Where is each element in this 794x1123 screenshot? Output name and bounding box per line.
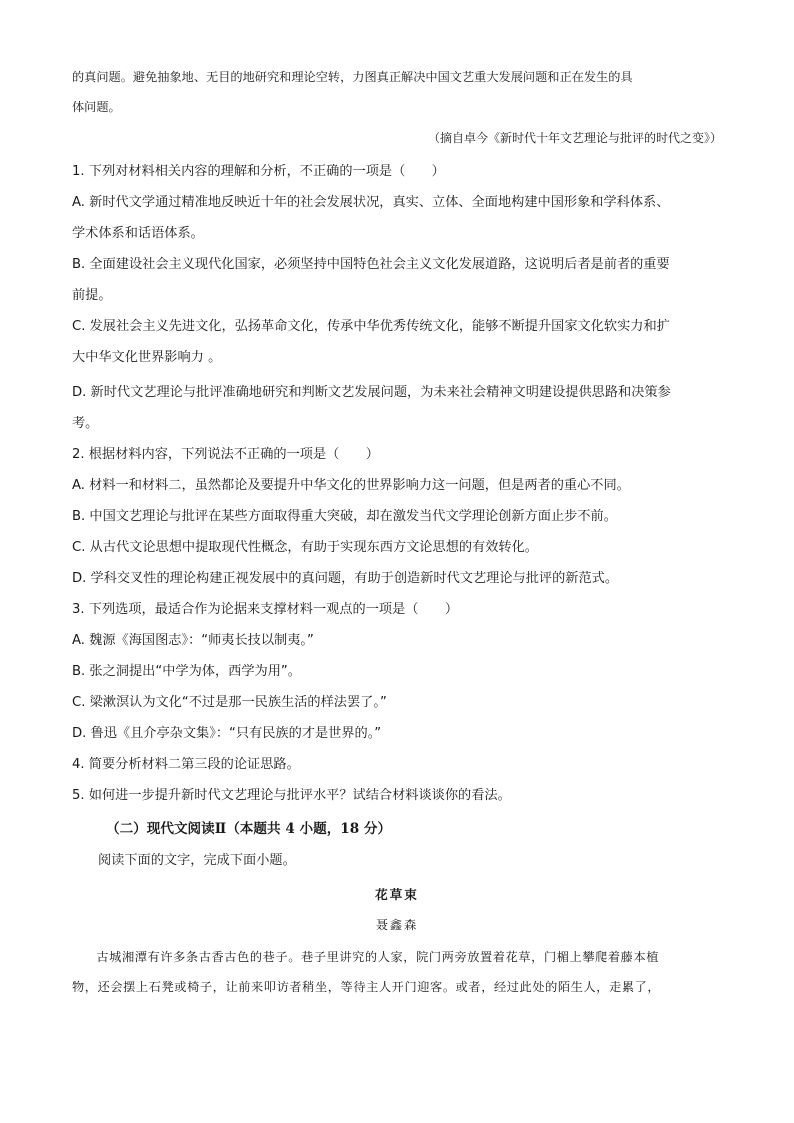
question-4-stem: 4. 简要分析材料二第三段的论证思路。 bbox=[72, 757, 300, 772]
question-5-stem: 5. 如何进一步提升新时代文艺理论与批评水平？试结合材料谈谈你的看法。 bbox=[72, 788, 511, 803]
question-3-option-b: B. 张之洞提出“中学为体，西学为用”。 bbox=[72, 664, 301, 679]
question-1-option-b-line-1: B. 全面建设社会主义现代化国家，必须坚持中国特色社会主义文化发展道路，这说明后者是前者的重要 bbox=[72, 257, 670, 272]
question-3-option-d: D. 鲁迅《且介亭杂文集》：“只有民族的才是世界的。” bbox=[72, 726, 382, 741]
section-heading: （二）现代文阅读Ⅱ（本题共 4 小题，18 分） bbox=[106, 821, 392, 837]
source-citation: （摘自卓今《新时代十年文艺理论与批评的时代之变》） bbox=[427, 131, 722, 145]
section-instruction: 阅读下面的文字，完成下面小题。 bbox=[98, 853, 296, 868]
story-title: 花草束 bbox=[375, 887, 419, 902]
story-author: 聂鑫森 bbox=[375, 918, 419, 932]
story-paragraph-line-2: 物，还会摆上石凳或椅子，让前来叩访者稍坐，等待主人开门迎客。或者，经过此处的陌生人，走累了， bbox=[72, 980, 661, 994]
question-2-option-a: A. 材料一和材料二，虽然都论及要提升中华文化的世界影响力这一问题，但是两者的重心不同。 bbox=[72, 478, 630, 493]
question-1-option-d-line-1: D. 新时代文艺理论与批评准确地研究和判断文艺发展问题，为未来社会精神文明建设提供思路和决策参 bbox=[72, 385, 671, 400]
question-2-option-d: D. 学科交叉性的理论构建正视发展中的真问题，有助于创造新时代文艺理论与批评的新范式。 bbox=[72, 571, 619, 586]
question-3-option-a: A. 魏源《海国图志》：“师夷长技以制夷。” bbox=[72, 633, 314, 648]
story-paragraph-line-1: 古城湘潭有许多条古香古色的巷子。巷子里讲究的人家，院门两旁放置着花草，门楣上攀爬着藤本植 bbox=[96, 950, 660, 964]
top-paragraph-line-2: 体问题。 bbox=[72, 100, 121, 114]
question-3-stem: 3. 下列选项，最适合作为论据来支撑材料一观点的一项是（ ） bbox=[72, 602, 459, 617]
question-3-option-c: C. 梁漱溟认为文化“不过是那一民族生活的样法罢了。” bbox=[72, 695, 387, 710]
question-2-option-c: C. 从古代文论思想中提取现代性概念，有助于实现东西方文论思想的有效转化。 bbox=[72, 540, 538, 555]
document-page bbox=[72, 62, 722, 1002]
question-1-stem: 1. 下列对材料相关内容的理解和分析，不正确的一项是（ ） bbox=[72, 164, 445, 179]
question-1-option-c-line-1: C. 发展社会主义先进文化，弘扬革命文化，传承中华优秀传统文化，能够不断提升国家文化软实力和扩 bbox=[72, 319, 670, 334]
question-2-option-b: B. 中国文艺理论与批评在某些方面取得重大突破，却在激发当代文学理论创新方面止步不前。 bbox=[72, 509, 617, 524]
question-1-option-d-line-2: 考。 bbox=[72, 416, 99, 431]
question-1-option-b-line-2: 前提。 bbox=[72, 288, 112, 303]
question-1-option-c-line-2: 大中华文化世界影响力 。 bbox=[72, 350, 222, 365]
question-1-option-a-line-2: 学术体系和话语体系。 bbox=[72, 226, 204, 241]
question-1-option-a-line-1: A. 新时代文学通过精准地反映近十年的社会发展状况，真实、立体、全面地构建中国形象和学科体系、 bbox=[72, 195, 670, 210]
top-paragraph-line-1: 的真问题。避免抽象地、无目的地研究和理论空转，力图真正解决中国文艺重大发展问题和正在发生的具 bbox=[72, 70, 633, 84]
question-2-stem: 2. 根据材料内容，下列说法不正确的一项是（ ） bbox=[72, 447, 379, 462]
